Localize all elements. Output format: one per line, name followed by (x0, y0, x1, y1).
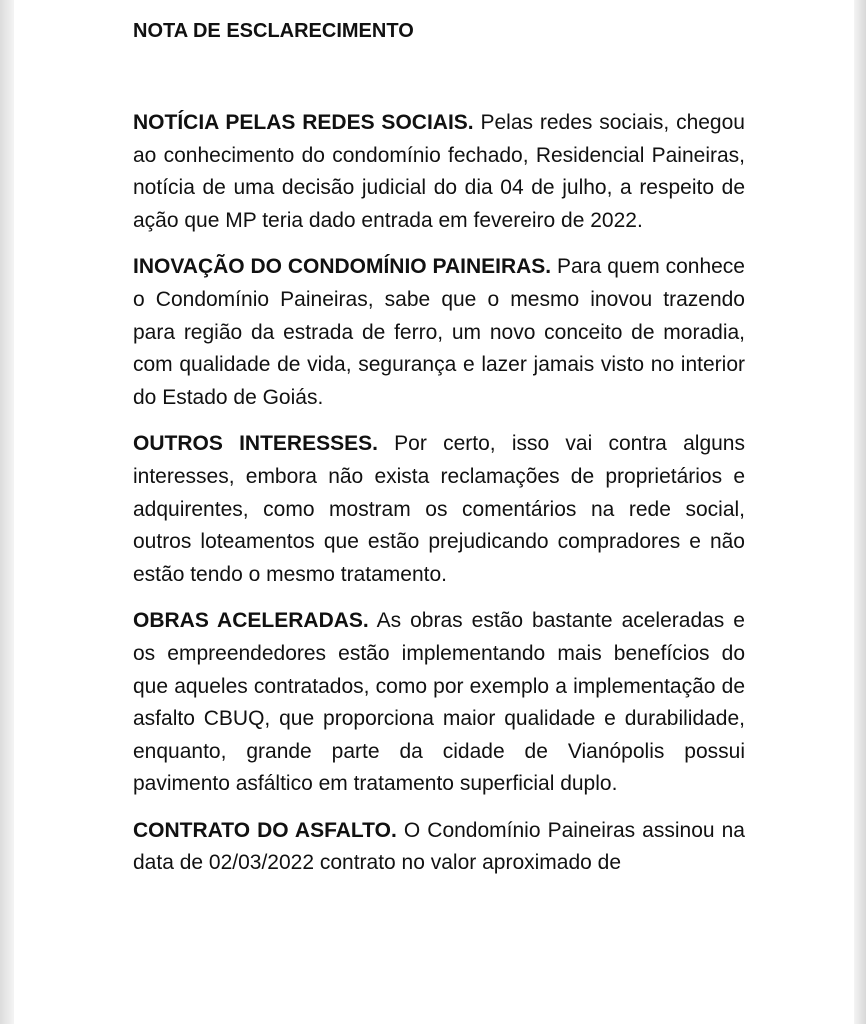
page-edge-shadow-left (0, 0, 14, 1024)
paragraph-contrato-asfalto (133, 815, 745, 880)
paragraph-heading: OBRAS ACELERADAS. (133, 609, 369, 633)
paragraph-inovacao-condominio (133, 251, 745, 414)
document-page (14, 0, 854, 1024)
document-title: NOTA DE ESCLARECIMENTO (133, 20, 414, 42)
document-body (133, 107, 745, 894)
paragraph-text: Para quem conhece o Condomínio Paineiras, sabe que o mesmo inovou trazendo para região da estrada de ferro, um novo conceito de moradia, com qualidade de vida, segurança e lazer jamais visto no interior do Estado de Goiás. (133, 255, 745, 409)
paragraph-heading: CONTRATO DO ASFALTO. (133, 818, 397, 842)
paragraph-heading: OUTROS INTERESSES. (133, 432, 378, 456)
paragraph-text: Por certo, isso vai contra alguns interesses, embora não exista reclamações de proprietários e adquirentes, como mostram os comentários na rede social, outros loteamentos que estão prejudicando compradores e não estão tendo o mesmo tratamento. (133, 432, 745, 586)
paragraph-heading: NOTÍCIA PELAS REDES SOCIAIS. (133, 111, 474, 134)
paragraph-noticia-redes-sociais (133, 107, 745, 237)
paragraph-outros-interesses (133, 428, 745, 591)
paragraph-text: As obras estão bastante aceleradas e os empreendedores estão implementando mais benefícios do que aqueles contratados, como por exemplo a implementação de asfalto CBUQ, que proporciona maior qualidade e durabilidade, enquanto, grande parte da cidade de Vianópolis possui pavimento asfáltico em tratamento superficial duplo. (133, 609, 745, 796)
page-edge-shadow-right (854, 0, 866, 1024)
paragraph-text: O Condomínio Paineiras assinou na data de 02/03/2022 contrato no valor aproximado de (133, 818, 745, 875)
paragraph-text: Pelas redes sociais, chegou ao conhecimento do condomínio fechado, Residencial Paineiras, notícia de uma decisão judicial do dia 04 de julho, a respeito de ação que MP teria dado entrada em fevereiro de 2022. (133, 111, 745, 232)
paragraph-obras-aceleradas (133, 605, 745, 801)
paragraph-heading: INOVAÇÃO DO CONDOMÍNIO PAINEIRAS. (133, 255, 552, 279)
